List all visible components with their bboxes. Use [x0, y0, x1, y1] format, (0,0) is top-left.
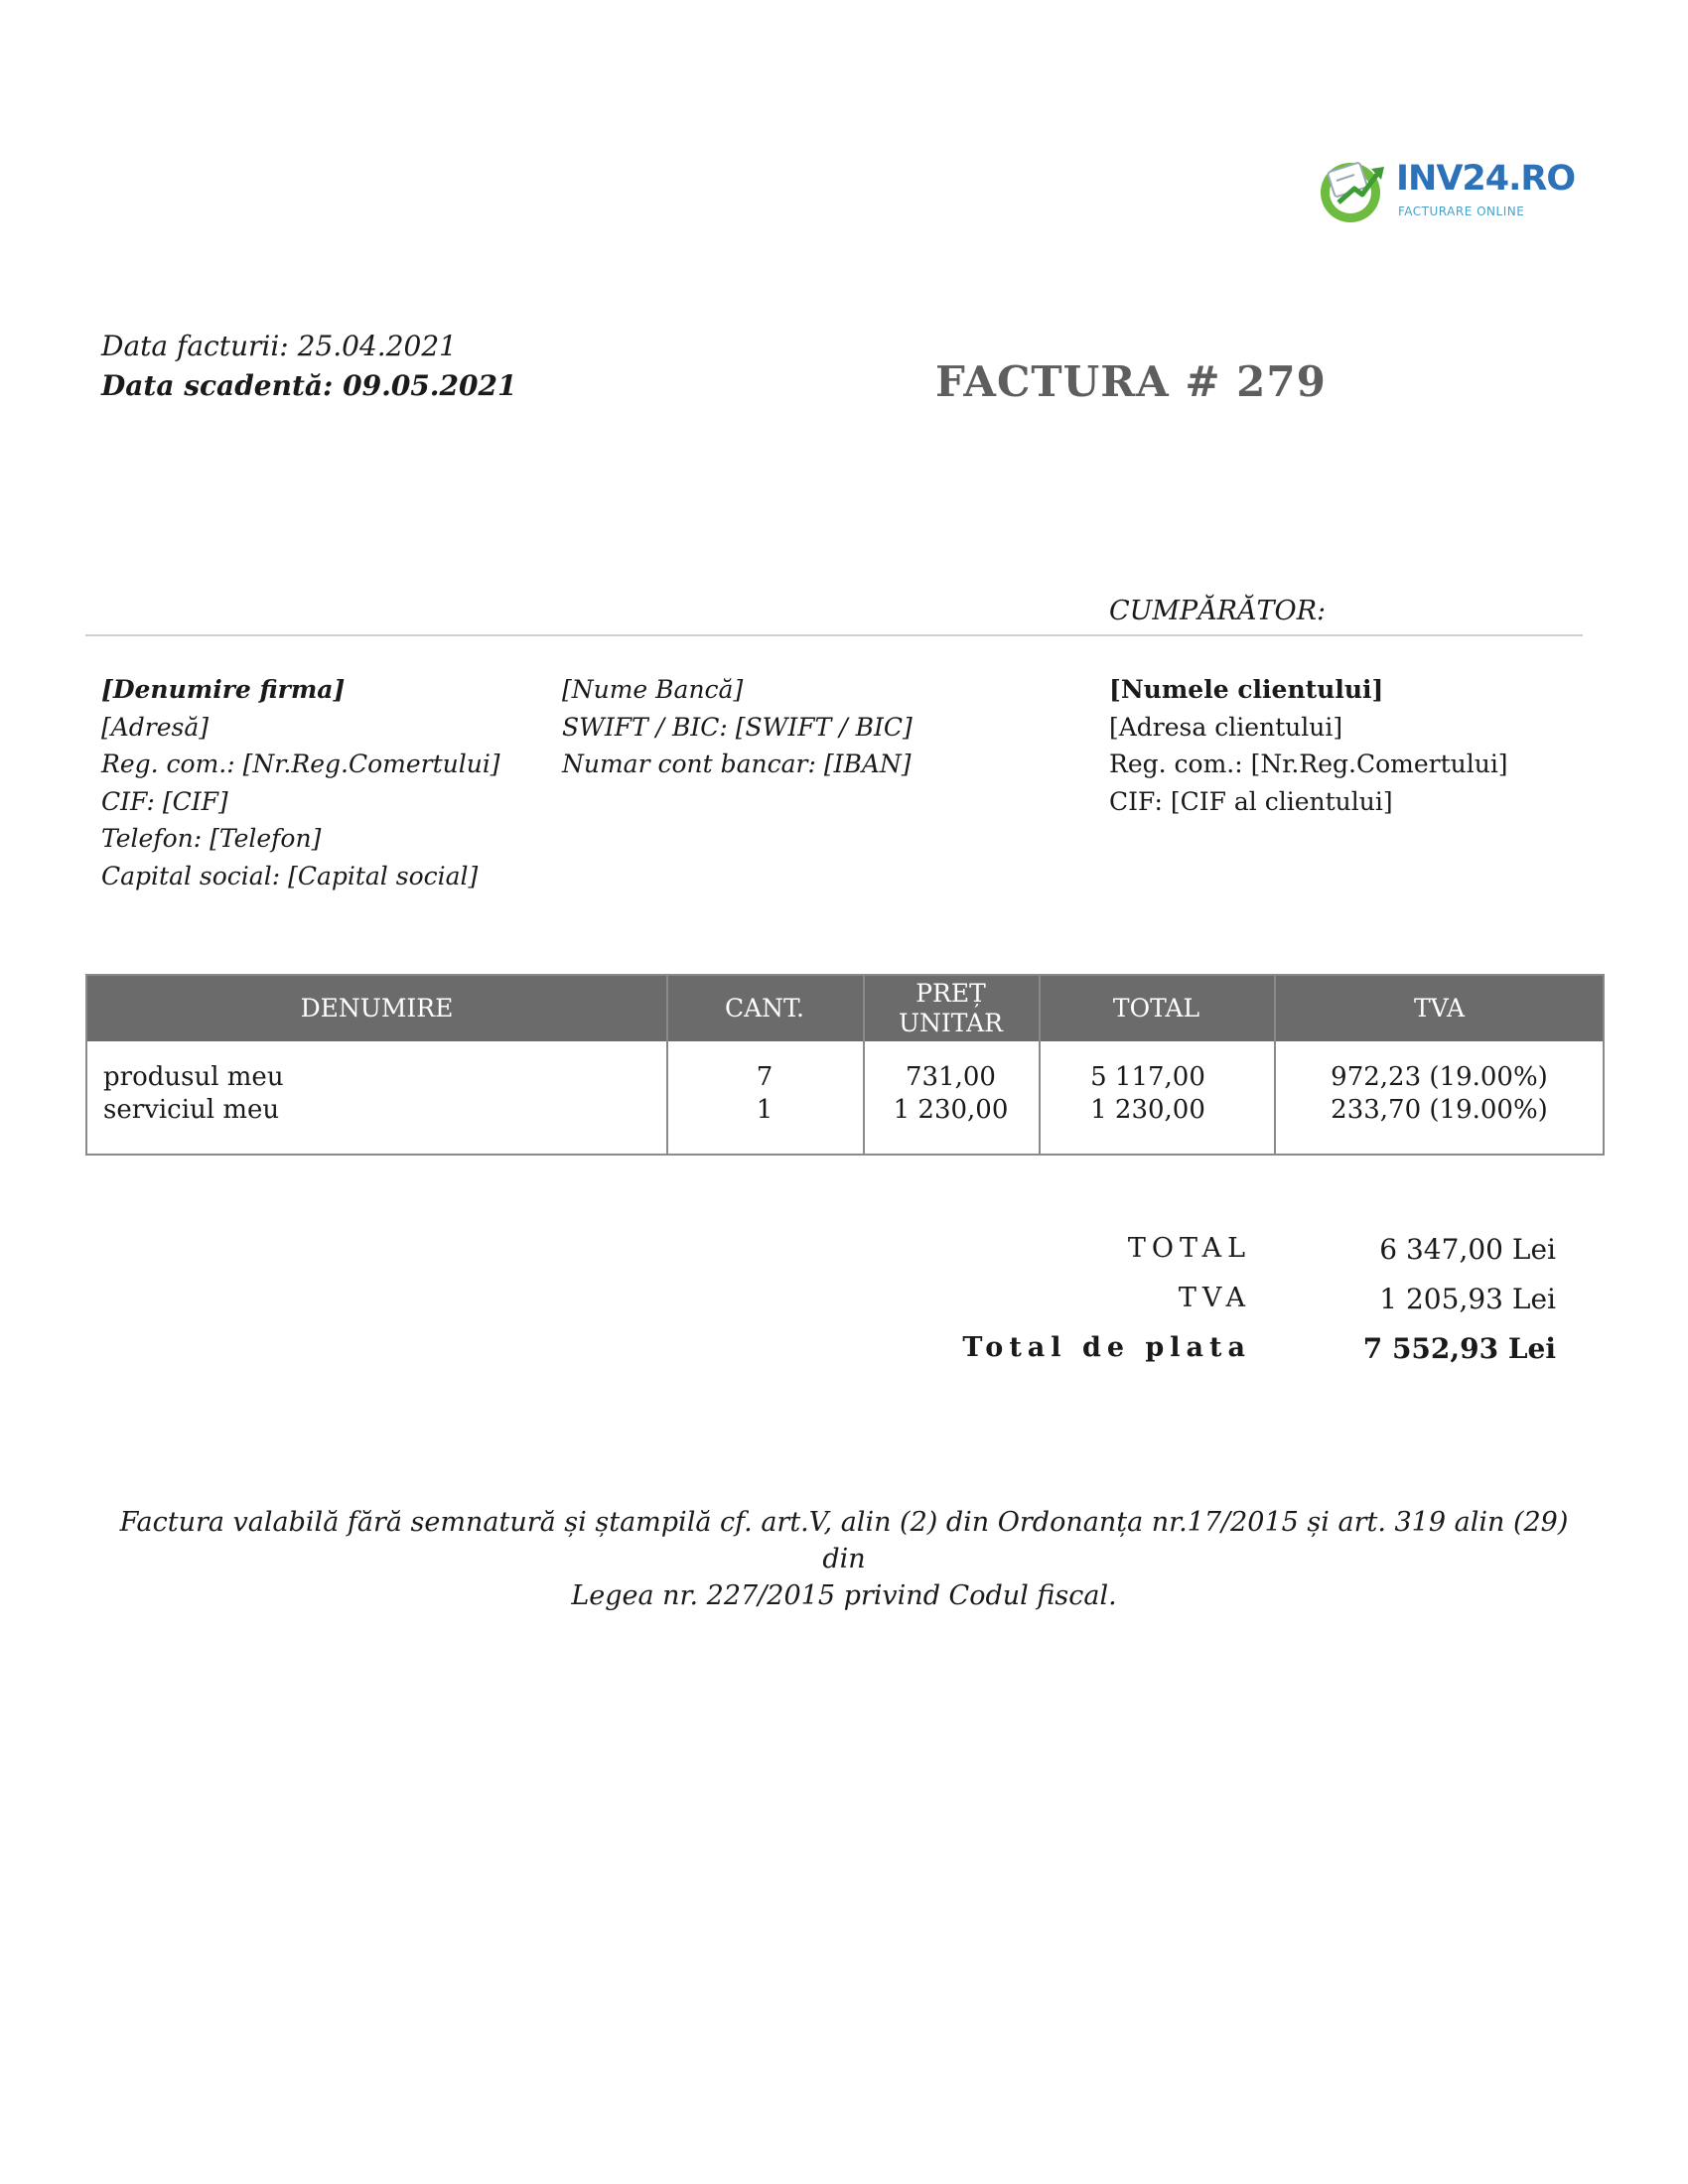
logo-name: INV24.RO — [1396, 159, 1576, 199]
invoice-date: Data facturii: 25.04.2021 — [101, 330, 457, 362]
legal-note — [99, 1504, 1589, 1614]
invoice-title: FACTURA # 279 — [935, 357, 1327, 406]
seller-capital: Capital social: [Capital social] — [101, 861, 479, 890]
seller-phone: Telefon: [Telefon] — [101, 824, 322, 853]
table-row: produsul meu — [103, 1062, 284, 1092]
legal-note-line2: Legea nr. 227/2015 privind Codul fiscal. — [571, 1580, 1117, 1611]
seller-details — [101, 671, 500, 894]
table-row: 731,00 — [906, 1062, 996, 1092]
header-tva: TVA — [1413, 994, 1466, 1023]
due-date: Data scadentă: 09.05.2021 — [101, 369, 517, 402]
table-row: 972,23 (19.00%) — [1331, 1062, 1548, 1092]
total-label: TOTAL — [1127, 1233, 1251, 1264]
table-row: 233,70 (19.00%) — [1331, 1095, 1548, 1125]
vat-value: 1 205,93 Lei — [1379, 1283, 1556, 1315]
client-address: [Adresa clientului] — [1109, 712, 1343, 742]
header-denumire: DENUMIRE — [300, 994, 454, 1023]
column-pret — [863, 1061, 1039, 1127]
vat-label: TVA — [1178, 1283, 1251, 1313]
table-row: 5 117,00 — [1090, 1062, 1205, 1092]
section-divider — [85, 634, 1583, 636]
header-pret-line1: PREȚ — [915, 979, 986, 1008]
logo-tagline: FACTURARE ONLINE — [1398, 205, 1525, 218]
seller-address: [Adresă] — [101, 712, 210, 742]
bank-details — [562, 671, 913, 783]
table-row: 7 — [756, 1062, 774, 1092]
bank-iban: Numar cont bancar: [IBAN] — [562, 750, 912, 778]
bank-name: [Nume Bancă] — [562, 675, 744, 704]
grand-total-value: 7 552,93 Lei — [1362, 1332, 1556, 1365]
company-logo — [1317, 149, 1576, 228]
header-cant: CANT. — [724, 994, 804, 1023]
legal-note-line1: Factura valabilă fără semnatură și ștampilă cf. art.V, alin (2) din Ordonanța nr.17/2015 și art. 319 alin (29) din — [119, 1507, 1569, 1574]
header-pret-unitar — [863, 976, 1039, 1041]
table-row: 1 230,00 — [1090, 1095, 1205, 1125]
buyer-heading: CUMPĂRĂTOR: — [1109, 596, 1327, 626]
items-table — [85, 974, 1605, 1156]
column-total — [1039, 1061, 1257, 1127]
client-details — [1109, 671, 1508, 820]
header-pret-line2: UNITAR — [898, 1009, 1003, 1037]
bank-swift: SWIFT / BIC: [SWIFT / BIC] — [562, 712, 913, 742]
table-row: 1 230,00 — [893, 1095, 1009, 1125]
column-denumire — [103, 1061, 284, 1127]
column-cant — [666, 1061, 863, 1127]
seller-cif: CIF: [CIF] — [101, 786, 228, 816]
column-tva — [1274, 1061, 1605, 1127]
client-reg: Reg. com.: [Nr.Reg.Comertului] — [1109, 750, 1508, 778]
total-value: 6 347,00 Lei — [1379, 1233, 1556, 1266]
client-name: [Numele clientului] — [1109, 675, 1384, 704]
header-total: TOTAL — [1112, 994, 1200, 1023]
grand-total-label: Total de plata — [962, 1332, 1251, 1363]
logo-icon — [1317, 153, 1390, 226]
seller-name: [Denumire firma] — [101, 675, 346, 704]
table-row: serviciul meu — [103, 1095, 280, 1125]
client-cif: CIF: [CIF al clientului] — [1109, 786, 1393, 816]
seller-reg: Reg. com.: [Nr.Reg.Comertului] — [101, 750, 500, 778]
table-row: 1 — [756, 1095, 774, 1125]
